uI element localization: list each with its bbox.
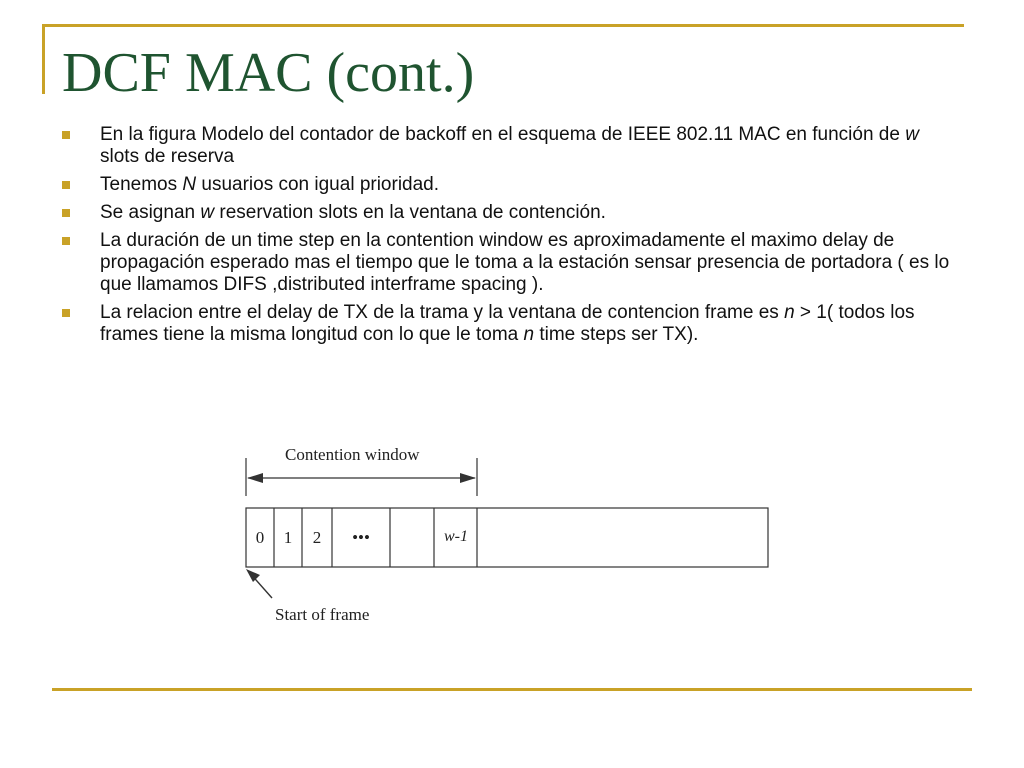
italic-variable: w xyxy=(200,202,215,223)
text-run: > 1( todos los frames tiene la misma longitud con lo que le toma xyxy=(100,302,915,345)
text-run: time steps ser TX). xyxy=(534,324,699,345)
window-left-arrowhead xyxy=(247,473,263,483)
bullet-item xyxy=(62,302,962,346)
top-border-line xyxy=(42,24,964,27)
slot-label: ••• xyxy=(352,528,370,547)
slide-title: DCF MAC (cont.) xyxy=(62,42,475,104)
italic-variable: N xyxy=(182,174,197,195)
window-right-arrowhead xyxy=(460,473,476,483)
bullet-square-icon xyxy=(62,237,70,245)
text-run: Se asignan xyxy=(100,202,201,223)
italic-variable: n xyxy=(523,324,535,345)
bullet-item xyxy=(62,174,962,196)
italic-variable: n xyxy=(784,302,795,323)
text-run: En la figura Modelo del contador de backoff en el esquema de IEEE 802.11 MAC en función de xyxy=(100,124,906,145)
bullet-item xyxy=(62,124,962,168)
text-run: La duración de un time step en la contention window es aproximadamente el maximo delay de propagación esperado mas el tiempo que le toma a la estación sensar presencia de portadora ( es lo que llamamos DIFS ,distributed interframe spacing ). xyxy=(100,230,950,295)
slot-label: 0 xyxy=(255,528,265,547)
bullet-square-icon xyxy=(62,181,70,189)
text-run: usuarios con igual prioridad. xyxy=(196,174,440,195)
bullet-text xyxy=(100,174,439,195)
text-run: reservation slots en la ventana de contención. xyxy=(214,202,606,223)
bullet-square-icon xyxy=(62,309,70,317)
bullet-text xyxy=(100,202,606,223)
bullet-text xyxy=(100,302,915,345)
slot-label: 1 xyxy=(283,528,293,547)
bullet-square-icon xyxy=(62,209,70,217)
italic-variable: w xyxy=(905,124,919,145)
contention-window-label: Contention window xyxy=(285,445,420,464)
text-run: La relacion entre el delay de TX de la trama y la ventana de contencion frame es xyxy=(100,302,785,323)
bullet-square-icon xyxy=(62,131,70,139)
start-arrowhead xyxy=(246,569,260,582)
slot-label: 2 xyxy=(312,528,322,547)
frame-outer-box xyxy=(246,508,768,567)
bullet-text xyxy=(100,124,919,167)
bottom-border-line xyxy=(52,688,972,691)
slot-label: w-1 xyxy=(444,528,468,545)
text-run: Tenemos xyxy=(100,174,183,195)
left-border-line xyxy=(42,24,45,94)
bullet-text xyxy=(100,230,949,295)
bullet-item xyxy=(62,230,962,296)
contention-window-diagram xyxy=(232,438,792,633)
bullet-list xyxy=(62,124,962,352)
start-of-frame-label: Start of frame xyxy=(275,605,370,624)
bullet-item xyxy=(62,202,962,224)
text-run: slots de reserva xyxy=(100,146,235,167)
